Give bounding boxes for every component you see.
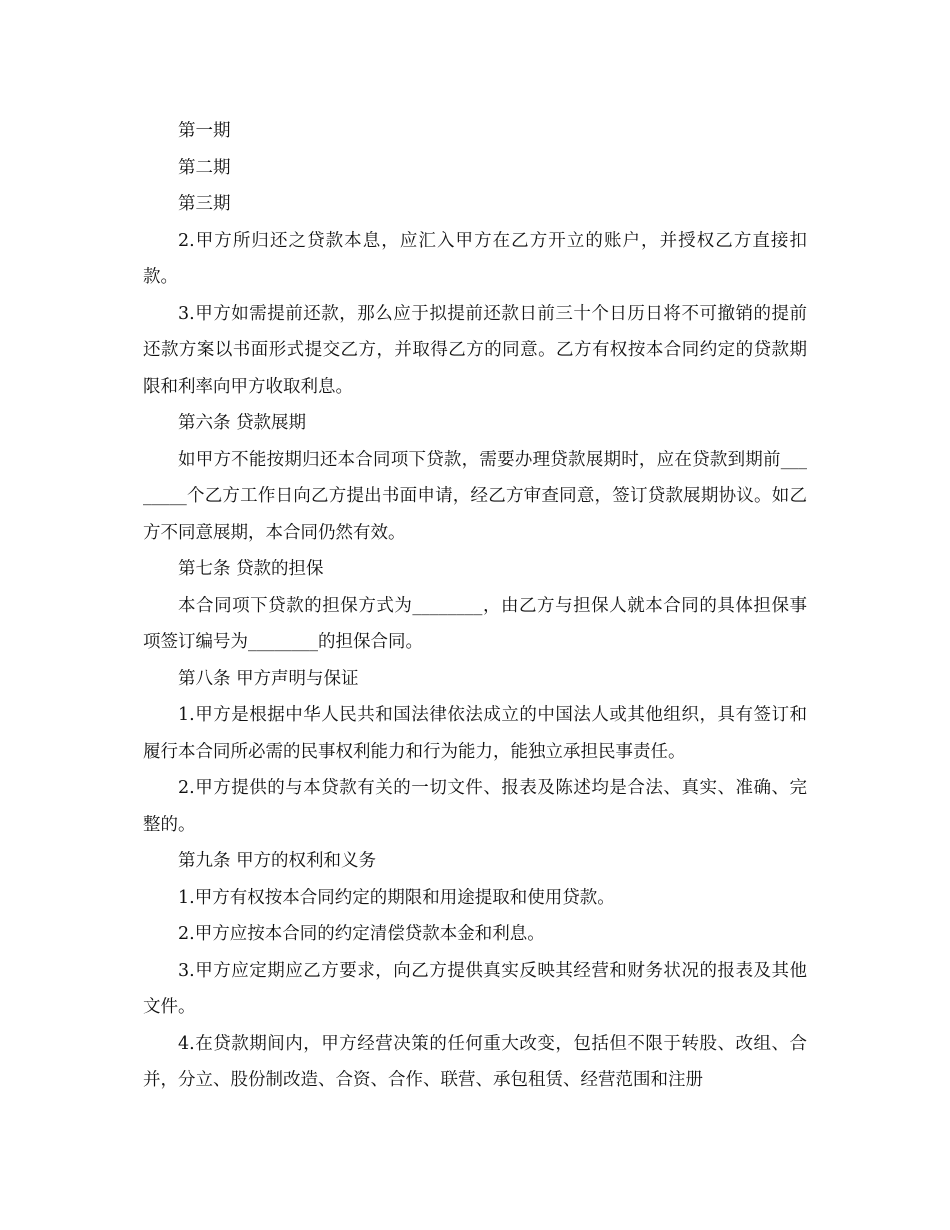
document-body [143, 113, 807, 1099]
guarantee-clause: 本合同项下贷款的担保方式为________，由乙方与担保人就本合同的具体担保事项签订编号为________的担保合同。 [143, 595, 807, 652]
early-repayment-clause: 3.甲方如需提前还款，那么应于拟提前还款日前三十个日历日将不可撤销的提前还款方案以书面形式提交乙方，并取得乙方的同意。乙方有权按本合同约定的贷款期限和利率向甲方收取利息。 [143, 303, 807, 397]
financial-reporting-clause: 3.甲方应定期应乙方要求，向乙方提供真实反映其经营和财务状况的报表及其他文件。 [143, 960, 807, 1017]
repay-principal-interest-clause: 2.甲方应按本合同的约定清偿贷款本金和利息。 [178, 924, 545, 944]
article-9-heading: 第九条 甲方的权利和义务 [178, 851, 377, 871]
legal-entity-clause: 1.甲方是根据中华人民共和国法律依法成立的中国法人或其他组织，具有签订和履行本合同所必需的民事权利能力和行为能力，能独立承担民事责任。 [143, 705, 807, 762]
article-6-heading: 第六条 贷款展期 [178, 413, 307, 433]
article-7-heading: 第七条 贷款的担保 [178, 559, 324, 579]
major-change-clause: 4.在贷款期间内，甲方经营决策的任何重大改变，包括但不限于转股、改组、合并，分立、股份制改造、合资、合作、联营、承包租赁、经营范围和注册 [143, 1033, 807, 1090]
installment-line-3: 第三期 [178, 194, 231, 214]
installment-line-1: 第一期 [178, 121, 231, 141]
document-accuracy-clause: 2.甲方提供的与本贷款有关的一切文件、报表及陈述均是合法、真实、准确、完整的。 [143, 778, 807, 835]
installment-line-2: 第二期 [178, 157, 231, 178]
extension-clause: 如甲方不能按期归还本合同项下贷款，需要办理贷款展期时，应在贷款到期前________个乙方工作日向乙方提出书面申请，经乙方审查同意，签订贷款展期协议。如乙方不同意展期，本合同仍然有效。 [143, 449, 807, 543]
right-to-use-loan-clause: 1.甲方有权按本合同约定的期限和用途提取和使用贷款。 [178, 887, 615, 908]
article-8-heading: 第八条 甲方声明与保证 [178, 668, 359, 689]
repayment-account-clause: 2.甲方所归还之贷款本息，应汇入甲方在乙方开立的账户，并授权乙方直接扣款。 [143, 230, 807, 287]
